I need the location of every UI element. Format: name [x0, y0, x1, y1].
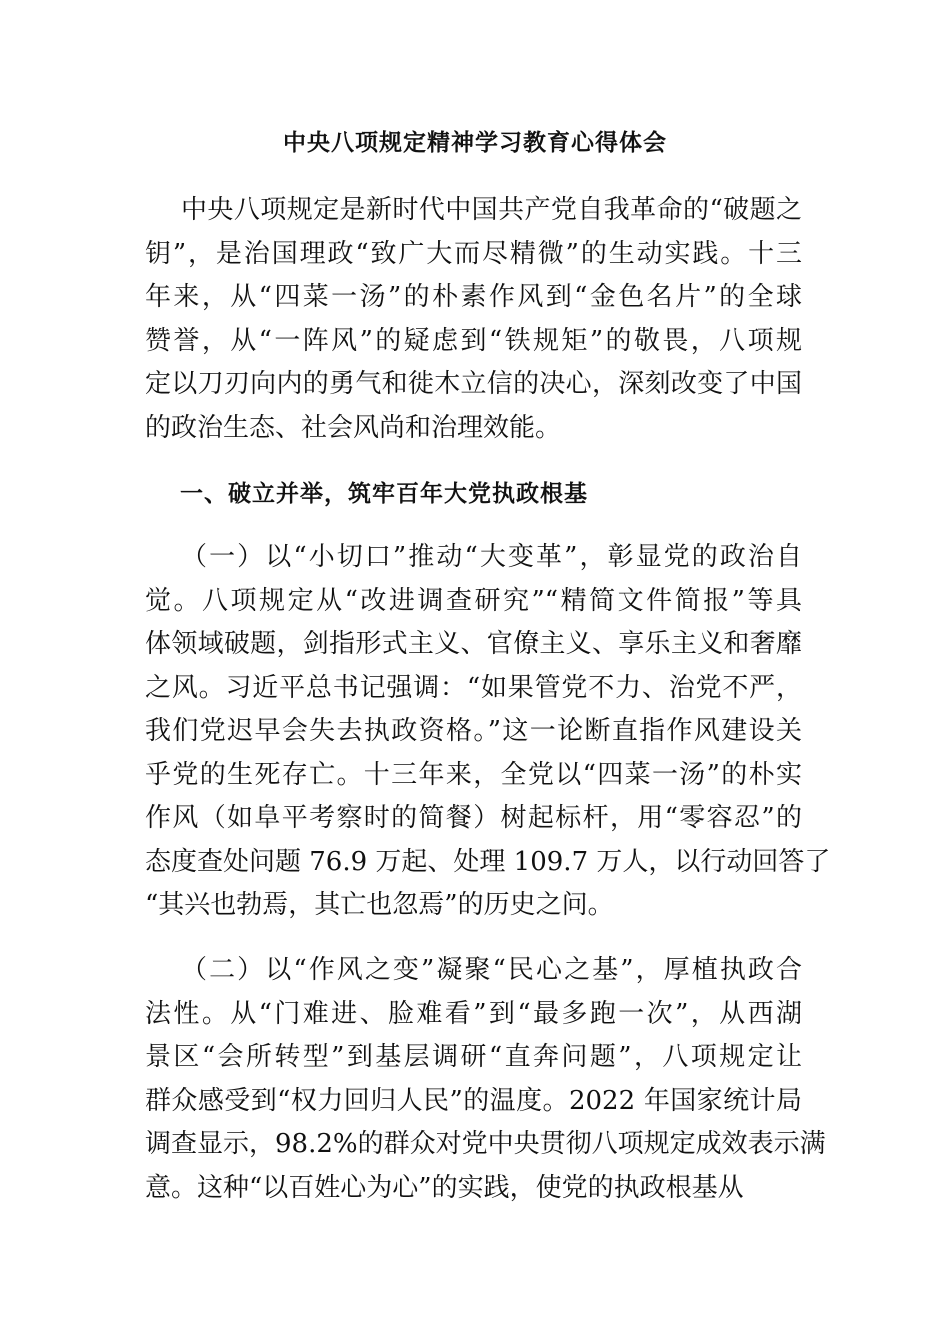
text-line: 乎党的生死存亡。十三年来，全党以“四菜一汤”的朴实 — [145, 759, 802, 790]
text-line: （二）以“作风之变”凝聚“民心之基”，厚植执政合 — [181, 955, 802, 985]
paragraph-two — [145, 949, 826, 1210]
text-line: 觉。八项规定从“改进调查研究”“精简文件简报”等具 — [145, 585, 802, 616]
intro-paragraph — [145, 189, 802, 450]
text-line: 之风。习近平总书记强调：“如果管党不力、治党不严， — [145, 672, 802, 703]
text-line: 意。这种“以百姓心为心”的实践，使党的执政根基从 — [145, 1172, 744, 1203]
text-line: 群众感受到“权力回归人民”的温度。2022 年国家统计局 — [145, 1085, 802, 1116]
text-line: 景区“会所转型”到基层调研“直奔问题”，八项规定让 — [145, 1042, 802, 1072]
text-line: 中央八项规定是新时代中国共产党自我革命的“破题之 — [181, 195, 802, 225]
text-line: （一）以“小切口”推动“大变革”，彰显党的政治自 — [181, 542, 802, 572]
text-line: 法性。从“门难进、脸难看”到“最多跑一次”，从西湖 — [145, 998, 802, 1029]
document-title: 中央八项规定精神学习教育心得体会 — [283, 129, 667, 156]
text-line: 体领域破题，剑指形式主义、官僚主义、享乐主义和奢靡 — [145, 629, 802, 659]
text-line: 年来，从“四菜一汤”的朴素作风到“金色名片”的全球 — [145, 282, 802, 312]
section-heading: 一、破立并举，筑牢百年大党执政根基 — [180, 480, 588, 507]
text-line: 定以刀刃向内的勇气和徙木立信的决心，深刻改变了中国 — [145, 369, 802, 399]
text-line: 钥”，是治国理政“致广大而尽精微”的生动实践。十三 — [145, 238, 802, 269]
text-line: “其兴也勃焉，其亡也忽焉”的历史之问。 — [145, 890, 614, 920]
text-line: 作风（如阜平考察时的简餐）树起标杆，用“零容忍”的 — [145, 803, 802, 833]
paragraph-one — [145, 536, 831, 928]
text-line: 态度查处问题 76.9 万起、处理 109.7 万人，以行动回答了 — [145, 846, 831, 877]
text-line: 赞誉，从“一阵风”的疑虑到“铁规矩”的敬畏，八项规 — [145, 325, 802, 356]
text-line: 我们党迟早会失去执政资格。”这一论断直指作风建设关 — [145, 716, 802, 746]
text-line: 调查显示，98.2%的群众对党中央贯彻八项规定成效表示满 — [145, 1129, 826, 1159]
text-line: 的政治生态、社会风尚和治理效能。 — [145, 412, 562, 443]
